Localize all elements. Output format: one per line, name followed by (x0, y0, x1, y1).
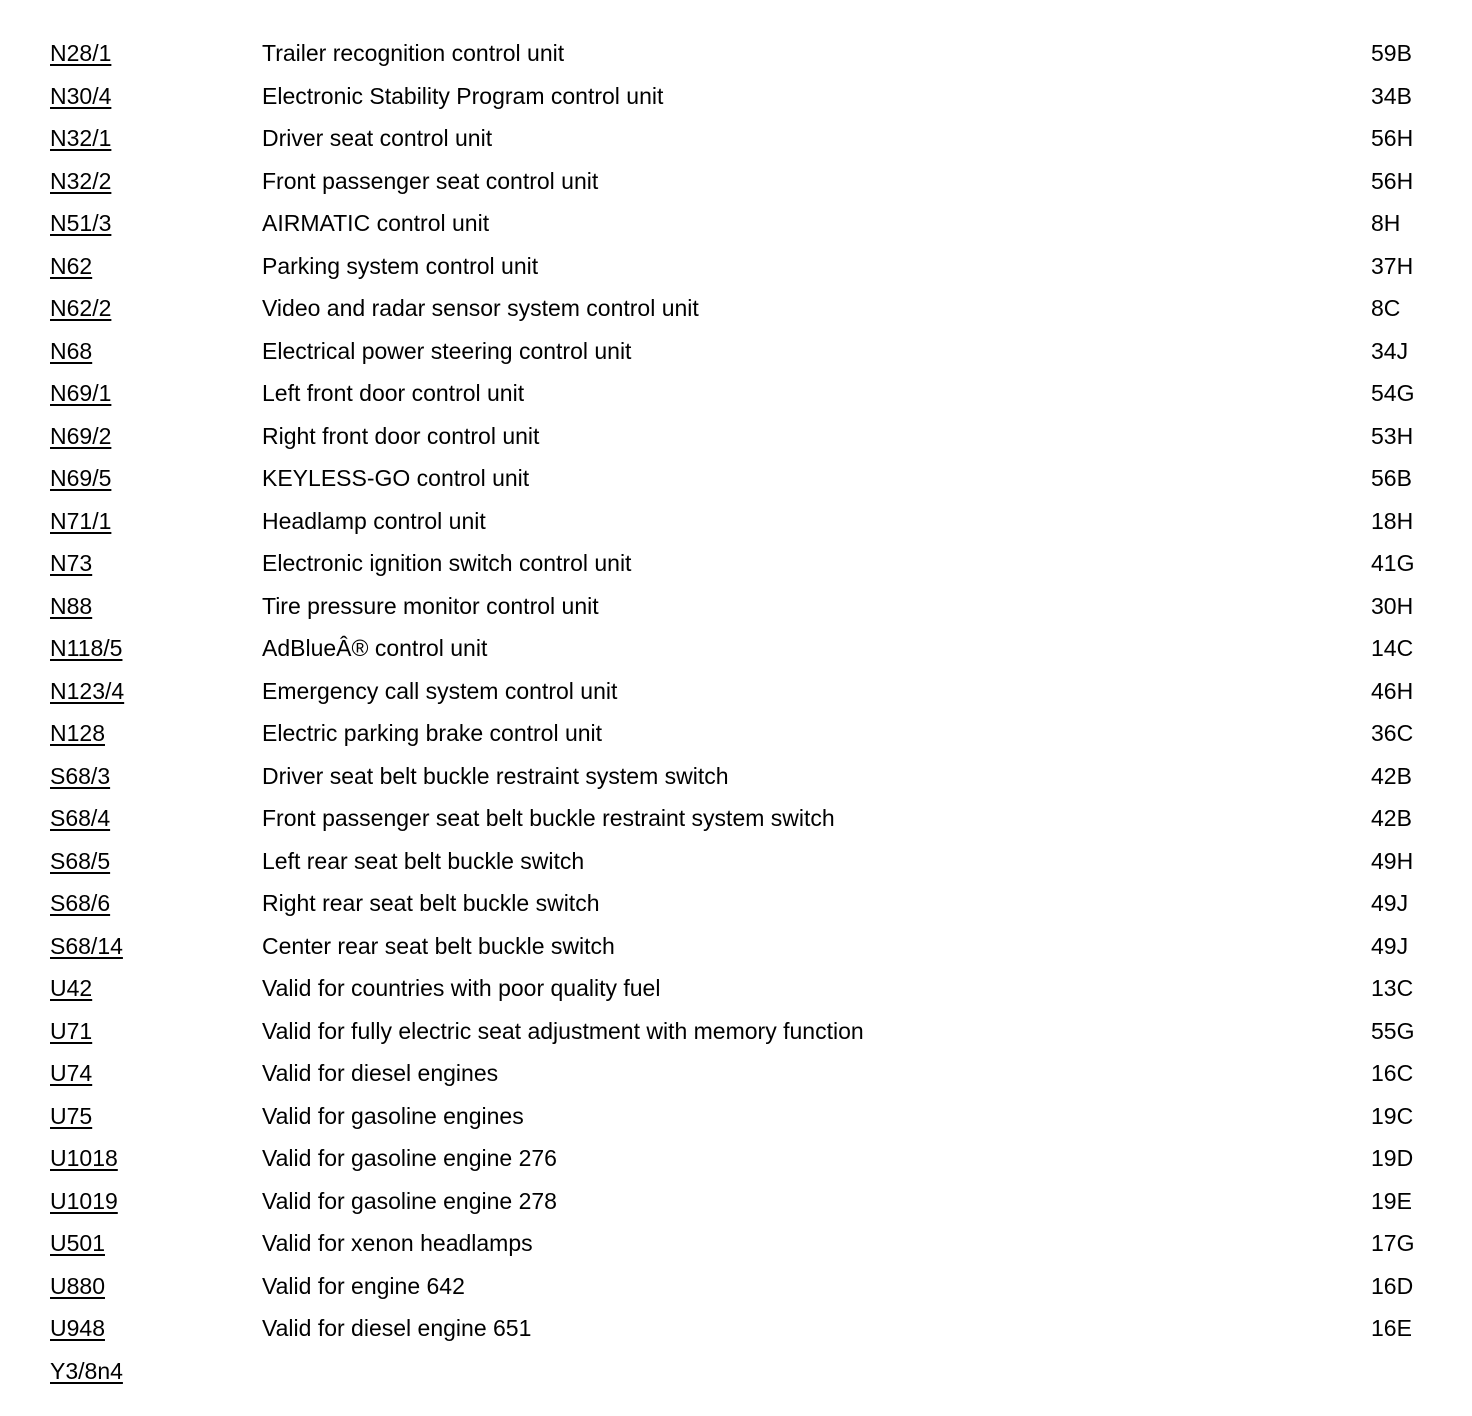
grid-location: 19C (1371, 1102, 1414, 1129)
grid-location: 49J (1371, 890, 1409, 916)
grid-location: 56H (1371, 167, 1414, 194)
component-description: Right front door control unit (262, 422, 540, 449)
component-description: Electric parking brake control unit (262, 720, 603, 746)
grid-location: 59B (1371, 40, 1412, 66)
grid-location: 56H (1371, 125, 1414, 151)
component-code-link[interactable]: U501 (50, 1230, 105, 1256)
legend-row (50, 1137, 1430, 1180)
legend-row (50, 882, 1430, 925)
grid-location: 17G (1371, 1230, 1415, 1256)
component-description: Valid for engine 642 (262, 1272, 465, 1299)
grid-location: 19E (1371, 1187, 1412, 1214)
legend-row (50, 160, 1430, 203)
component-description: Driver seat belt buckle restraint system switch (262, 762, 729, 789)
legend-row (50, 330, 1430, 373)
component-description: Front passenger seat belt buckle restraint system switch (262, 805, 835, 831)
component-description: Front passenger seat control unit (262, 167, 599, 194)
legend-row (50, 755, 1430, 798)
component-description: Left rear seat belt buckle switch (262, 847, 585, 874)
legend-row (50, 1265, 1430, 1308)
legend-row (50, 1307, 1430, 1350)
grid-location: 36C (1371, 720, 1414, 746)
component-code-link[interactable]: N30/4 (50, 82, 112, 109)
legend-row (50, 287, 1430, 330)
legend-row (50, 372, 1430, 415)
component-code-link[interactable]: U75 (50, 1102, 93, 1129)
component-description: KEYLESS-GO control unit (262, 465, 530, 491)
grid-location: 30H (1371, 592, 1414, 619)
legend-row (50, 1095, 1430, 1138)
component-description: Valid for xenon headlamps (262, 1230, 533, 1256)
component-code-link[interactable]: Y3/8n4 (50, 1357, 123, 1384)
component-description: Headlamp control unit (262, 507, 486, 534)
component-code-link[interactable]: S68/3 (50, 762, 111, 789)
legend-row (50, 1010, 1430, 1053)
component-code-link[interactable]: N71/1 (50, 507, 112, 534)
component-code-link[interactable]: N73 (50, 550, 93, 576)
legend-row (50, 500, 1430, 543)
component-description: Center rear seat belt buckle switch (262, 932, 615, 959)
component-code-link[interactable]: N62 (50, 252, 93, 279)
component-description: Valid for diesel engines (262, 1060, 499, 1086)
legend-row (50, 670, 1430, 713)
legend-row (50, 967, 1430, 1010)
component-code-link[interactable]: U74 (50, 1060, 93, 1086)
component-code-link[interactable]: U1019 (50, 1187, 118, 1214)
component-code-link[interactable]: N128 (50, 720, 105, 746)
component-description: Trailer recognition control unit (262, 40, 565, 66)
grid-location: 49J (1371, 932, 1409, 959)
component-code-link[interactable]: N32/2 (50, 167, 112, 194)
component-code-link[interactable]: U948 (50, 1315, 105, 1341)
component-description: Emergency call system control unit (262, 677, 618, 704)
legend-row (50, 1180, 1430, 1223)
component-code-link[interactable]: N69/5 (50, 465, 112, 491)
component-code-link[interactable]: U880 (50, 1272, 105, 1299)
grid-location: 14C (1371, 635, 1414, 661)
grid-location: 8H (1371, 210, 1401, 236)
grid-location: 37H (1371, 252, 1414, 279)
legend-row (50, 840, 1430, 883)
component-description: Driver seat control unit (262, 125, 493, 151)
grid-location: 46H (1371, 677, 1414, 704)
grid-location: 16C (1371, 1060, 1414, 1086)
component-code-link[interactable]: U71 (50, 1017, 93, 1044)
legend-row (50, 925, 1430, 968)
component-description: Electronic Stability Program control unit (262, 82, 664, 109)
grid-location: 49H (1371, 847, 1414, 874)
component-legend-list (50, 32, 1430, 1392)
grid-location: 18H (1371, 507, 1414, 534)
component-description: Electronic ignition switch control unit (262, 550, 632, 576)
grid-location: 53H (1371, 422, 1414, 449)
legend-row (50, 1350, 1430, 1393)
grid-location: 13C (1371, 975, 1414, 1001)
component-code-link[interactable]: S68/14 (50, 932, 123, 959)
component-code-link[interactable]: S68/5 (50, 847, 111, 874)
grid-location: 55G (1371, 1017, 1415, 1044)
component-code-link[interactable]: N68 (50, 337, 93, 364)
component-code-link[interactable]: N118/5 (50, 635, 123, 661)
grid-location: 34J (1371, 337, 1409, 364)
grid-location: 19D (1371, 1145, 1414, 1171)
legend-row (50, 797, 1430, 840)
component-code-link[interactable]: U42 (50, 975, 93, 1001)
component-description: Valid for gasoline engine 276 (262, 1145, 557, 1171)
legend-row (50, 415, 1430, 458)
component-description: Valid for gasoline engines (262, 1102, 524, 1129)
component-code-link[interactable]: N32/1 (50, 125, 112, 151)
component-description: Valid for fully electric seat adjustment with memory function (262, 1017, 864, 1044)
grid-location: 42B (1371, 762, 1412, 789)
legend-row (50, 245, 1430, 288)
grid-location: 8C (1371, 295, 1401, 321)
grid-location: 34B (1371, 82, 1412, 109)
component-code-link[interactable]: N123/4 (50, 677, 125, 704)
component-code-link[interactable]: N69/2 (50, 422, 112, 449)
component-code-link[interactable]: S68/4 (50, 805, 111, 831)
legend-row (50, 627, 1430, 670)
component-code-link[interactable]: N51/3 (50, 210, 112, 236)
grid-location: 16D (1371, 1272, 1414, 1299)
legend-row (50, 585, 1430, 628)
legend-row (50, 202, 1430, 245)
component-description: Left front door control unit (262, 380, 525, 406)
grid-location: 42B (1371, 805, 1412, 831)
component-description: Parking system control unit (262, 252, 539, 279)
component-code-link[interactable]: U1018 (50, 1145, 118, 1171)
legend-row (50, 117, 1430, 160)
grid-location: 54G (1371, 380, 1415, 406)
grid-location: 41G (1371, 550, 1415, 576)
component-description: Right rear seat belt buckle switch (262, 890, 600, 916)
legend-row (50, 712, 1430, 755)
grid-location: 16E (1371, 1315, 1412, 1341)
component-description: AdBlueÂ® control unit (262, 635, 488, 661)
legend-row (50, 1222, 1430, 1265)
component-code-link[interactable]: S68/6 (50, 890, 111, 916)
component-description: Valid for countries with poor quality fuel (262, 975, 661, 1001)
component-description: Valid for gasoline engine 278 (262, 1187, 557, 1214)
legend-row (50, 75, 1430, 118)
component-description: AIRMATIC control unit (262, 210, 490, 236)
legend-row (50, 457, 1430, 500)
component-code-link[interactable]: N69/1 (50, 380, 112, 406)
component-description: Video and radar sensor system control unit (262, 295, 699, 321)
component-code-link[interactable]: N88 (50, 592, 93, 619)
legend-row (50, 542, 1430, 585)
grid-location: 56B (1371, 465, 1412, 491)
component-code-link[interactable]: N62/2 (50, 295, 112, 321)
component-description: Tire pressure monitor control unit (262, 592, 599, 619)
component-code-link[interactable]: N28/1 (50, 40, 112, 66)
component-description: Valid for diesel engine 651 (262, 1315, 532, 1341)
component-description: Electrical power steering control unit (262, 337, 632, 364)
legend-row (50, 32, 1430, 75)
legend-row (50, 1052, 1430, 1095)
